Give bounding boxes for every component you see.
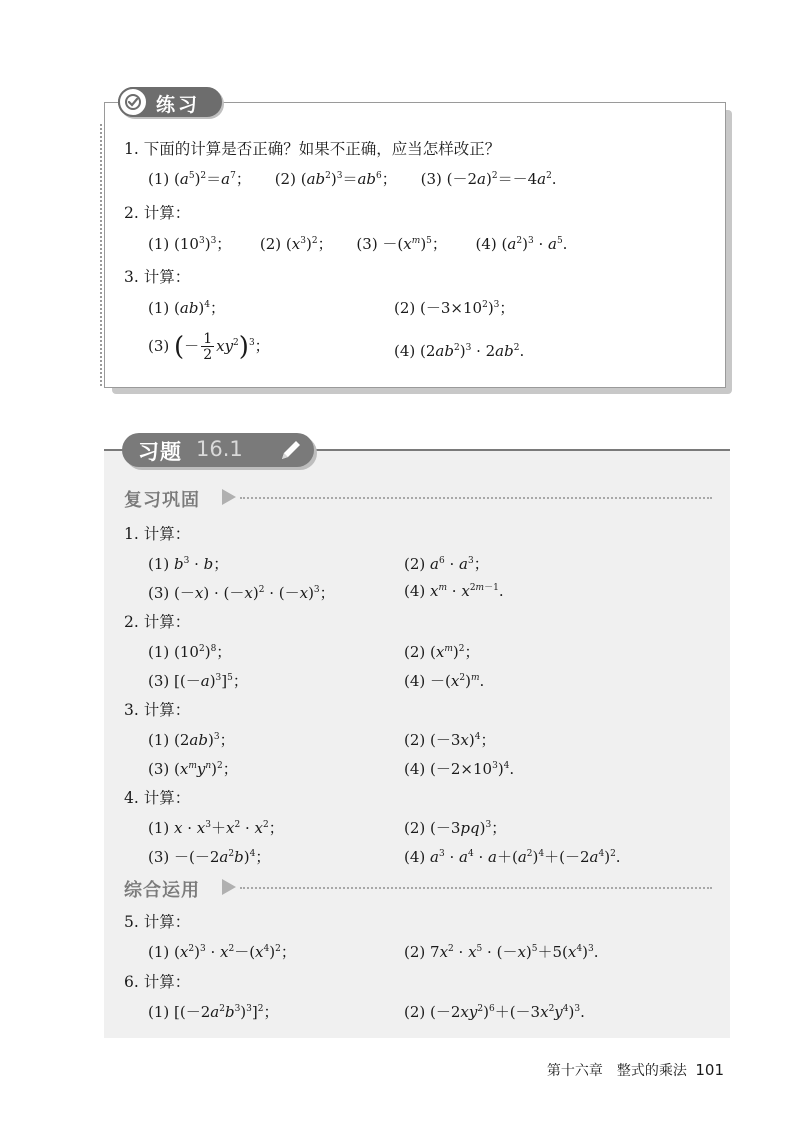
pencil-icon xyxy=(278,437,304,463)
exercise-p4-item1: (1) $x \cdot x^3+x^2 \cdot x^2$； xyxy=(148,819,284,837)
exercise-p5-item2: (2) $7x^2 \cdot x^5 \cdot (-x)^5+5(x^4)^3$. xyxy=(404,943,599,961)
exercise-p5-item1: (1) $(x^2)^3 \cdot x^2-(x^4)^2$； xyxy=(148,943,296,961)
section-application-heading: 综合运用 xyxy=(124,880,200,901)
page-number: 101 xyxy=(695,1061,724,1079)
exercise-title: 习题 xyxy=(138,440,182,464)
exercise-p4-text: 4. 计算： xyxy=(124,789,191,807)
practice-q1-text: 1. 下面的计算是否正确？如果不正确，应当怎样改正？ xyxy=(124,140,501,158)
exercise-p4-item2: (2) $(-3pq)^3$； xyxy=(404,819,507,837)
practice-q3-item4: (4) $(2ab^2)^3 \cdot 2ab^2$. xyxy=(394,342,525,360)
check-circle-icon xyxy=(118,87,148,117)
exercise-p4-item4: (4) $a^3 \cdot a^4 \cdot a+(a^2)^4+(-2a^4)^2$. xyxy=(404,848,621,866)
exercise-p6-item1: (1) $[(-2a^2b^3)^3]^2$； xyxy=(148,1003,279,1021)
practice-q3-text: 3. 计算： xyxy=(124,268,191,286)
exercise-p2-item2: (2) $(x^m)^2$； xyxy=(404,643,480,661)
practice-q3-item3: (3) (－ $\frac{1}{2}$ $xy^2)^3$； xyxy=(148,331,270,363)
exercise-p2-item4: $(4) -(x^2)^m$. xyxy=(404,672,485,690)
section-dotted-line xyxy=(240,497,712,499)
exercise-p6-text: 6. 计算： xyxy=(124,973,191,991)
exercise-number: 16.1 xyxy=(196,437,243,461)
chapter-title: 第十六章 整式的乘法 xyxy=(546,1063,687,1079)
section-arrow-icon xyxy=(222,489,236,505)
practice-q2-text: 2. 计算： xyxy=(124,204,191,222)
exercise-p3-item4: (4) $(-2\times 10^3)^4$. xyxy=(404,760,515,778)
exercise-p1-item2: (2) $a^6 \cdot a^3$； xyxy=(404,555,489,573)
practice-q2-items: (1) $(10^3)^3$； (2) $(x^3)^2$； $(3) -(x^m)^5$； (4) $(a^2)^3 \cdot a^5$. xyxy=(148,235,568,253)
exercise-p4-item3: $(3) -(-2a^2b)^4$； xyxy=(148,848,271,866)
practice-q3-item1: (1) (ab)$^4$； xyxy=(148,299,226,317)
exercise-p3-item2: (2) $(-3x)^4$； xyxy=(404,731,496,749)
practice-tag xyxy=(118,87,222,117)
section-review-heading: 复习巩固 xyxy=(124,490,200,511)
practice-q1-items: (1) $(a^5)^2=a^7$； (2) $(ab^2)^3=ab^6$； (3) $(-2a)^2=-4a^2$. xyxy=(148,170,557,188)
practice-q3-item2: (2) $(-3\times 10^2)^3$； xyxy=(394,299,515,317)
exercise-p5-text: 5. 计算： xyxy=(124,913,191,931)
exercise-tag xyxy=(122,433,314,467)
exercise-p3-item1: (1) $(2ab)^3$； xyxy=(148,731,235,749)
exercise-p1-text: 1. 计算： xyxy=(124,525,191,543)
practice-dotted-margin xyxy=(100,124,104,386)
section-dotted-line xyxy=(240,887,712,889)
exercise-p1-item3: (3) $(-x) \cdot (-x)^2 \cdot (-x)^3$； xyxy=(148,584,335,602)
exercise-p2-item1: (1) $(10^2)^8$； xyxy=(148,643,232,661)
exercise-p3-text: 3. 计算： xyxy=(124,701,191,719)
section-arrow-icon xyxy=(222,879,236,895)
exercise-p1-item4: (4) $x^m \cdot x^{2m-1}$. xyxy=(404,582,504,600)
exercise-p2-item3: (3) $[(-a)^3]^5$； xyxy=(148,672,248,690)
practice-title: 练习 xyxy=(156,94,201,116)
page-footer xyxy=(547,1060,724,1080)
exercise-p2-text: 2. 计算： xyxy=(124,613,191,631)
exercise-p3-item3: (3) $(x^my^n)^2$； xyxy=(148,760,238,778)
exercise-p1-item1: (1) $b^3 \cdot b$； xyxy=(148,555,229,573)
exercise-p6-item2: (2) $(-2xy^2)^6+(-3x^2y^4)^3$. xyxy=(404,1003,585,1021)
